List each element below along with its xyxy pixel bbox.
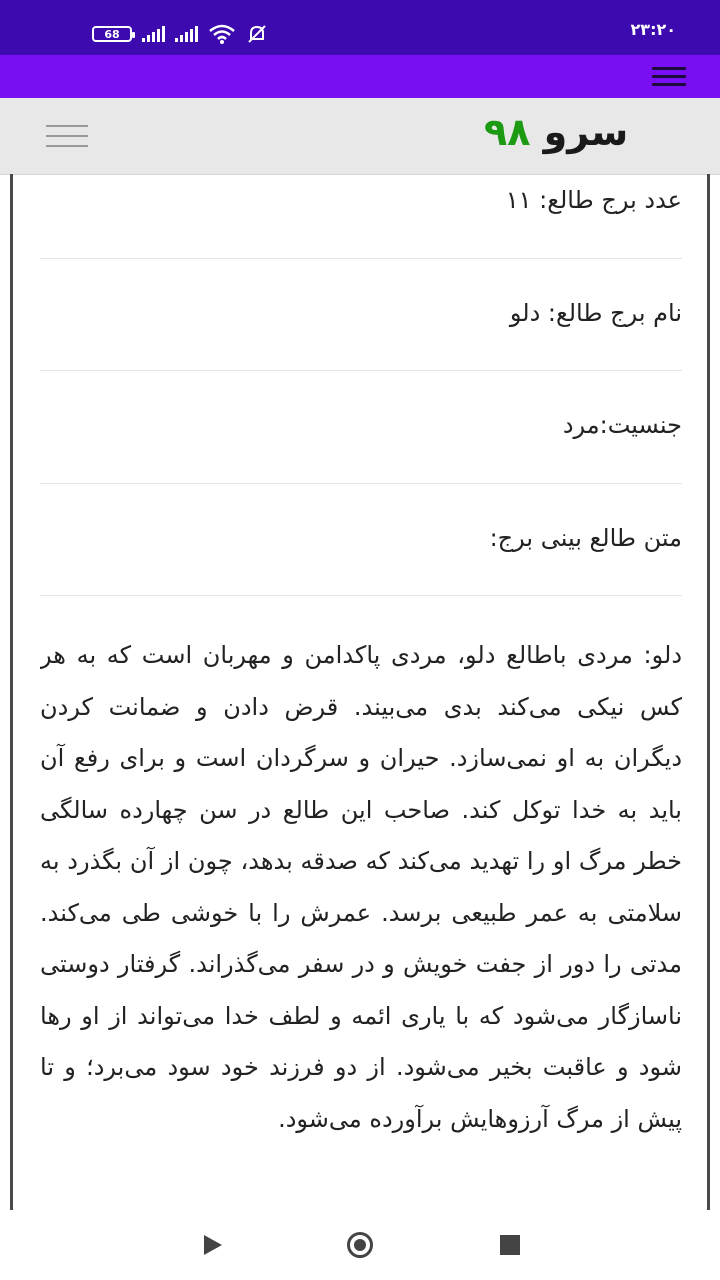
status-icons [92,20,268,48]
bell-muted-icon [246,23,268,45]
app-menu-icon[interactable] [652,67,686,87]
navigation-bar [0,1210,720,1280]
app-bar [0,55,720,98]
battery-level: 68 [104,27,120,41]
divider [40,483,682,484]
content-border-right [707,174,710,1210]
sign-number: عدد برج طالع: ۱۱ [505,186,682,214]
back-icon [204,1235,222,1255]
status-bar [0,0,720,55]
site-header [0,98,720,175]
divider [40,595,682,596]
gender: جنسیت:مرد [562,411,682,439]
wifi-icon [208,23,236,45]
logo-number: ۹۸ [484,110,531,154]
site-menu-icon[interactable] [46,125,88,147]
horoscope-text: دلو: مردی باطالع دلو، مردی پاکدامن و مهربان است که به هر کس نیکی می‌کند بدی می‌بیند. قرض دادن و ضمانت کردن دیگران به او نمی‌سازد. حیران و سرگردان است و برای رفع آن باید به خدا توکل کند. صاحب این طالع در سن چهارده سالگی خطر مرگ او را تهدید می‌کند که صدقه بدهد، چون از آن بگذرد به سلامتی به عمر طبیعی برسد. عمرش را با خوشی طی می‌کند. مدتی را دور از جفت خویش و در سفر می‌گذراند. گرفتار دوستی ناسازگار می‌شود که با یاری ائمه و لطف خدا می‌تواند از او رها شود و عاقبت بخیر می‌شود. از دو فرزند خود سود می‌برد؛ و تا پیش از مرگ آرزوهایش برآورده می‌شود. [40,641,682,1133]
recents-icon [500,1235,520,1255]
clock: ۲۳:۲۰ [630,20,676,39]
sign-name: نام برج طالع: دلو [509,299,682,327]
divider [40,258,682,259]
signal-icon [142,26,165,42]
home-icon [347,1232,373,1258]
signal-icon-2 [175,26,198,42]
battery-icon [92,26,132,42]
home-button[interactable] [345,1230,375,1260]
text-heading: متن طالع بینی برج: [489,524,682,552]
back-button[interactable] [198,1230,228,1260]
divider [40,370,682,371]
content-border-left [10,174,13,1210]
logo-word: سرو [543,110,629,154]
recents-button[interactable] [495,1230,525,1260]
site-logo[interactable] [484,110,628,154]
